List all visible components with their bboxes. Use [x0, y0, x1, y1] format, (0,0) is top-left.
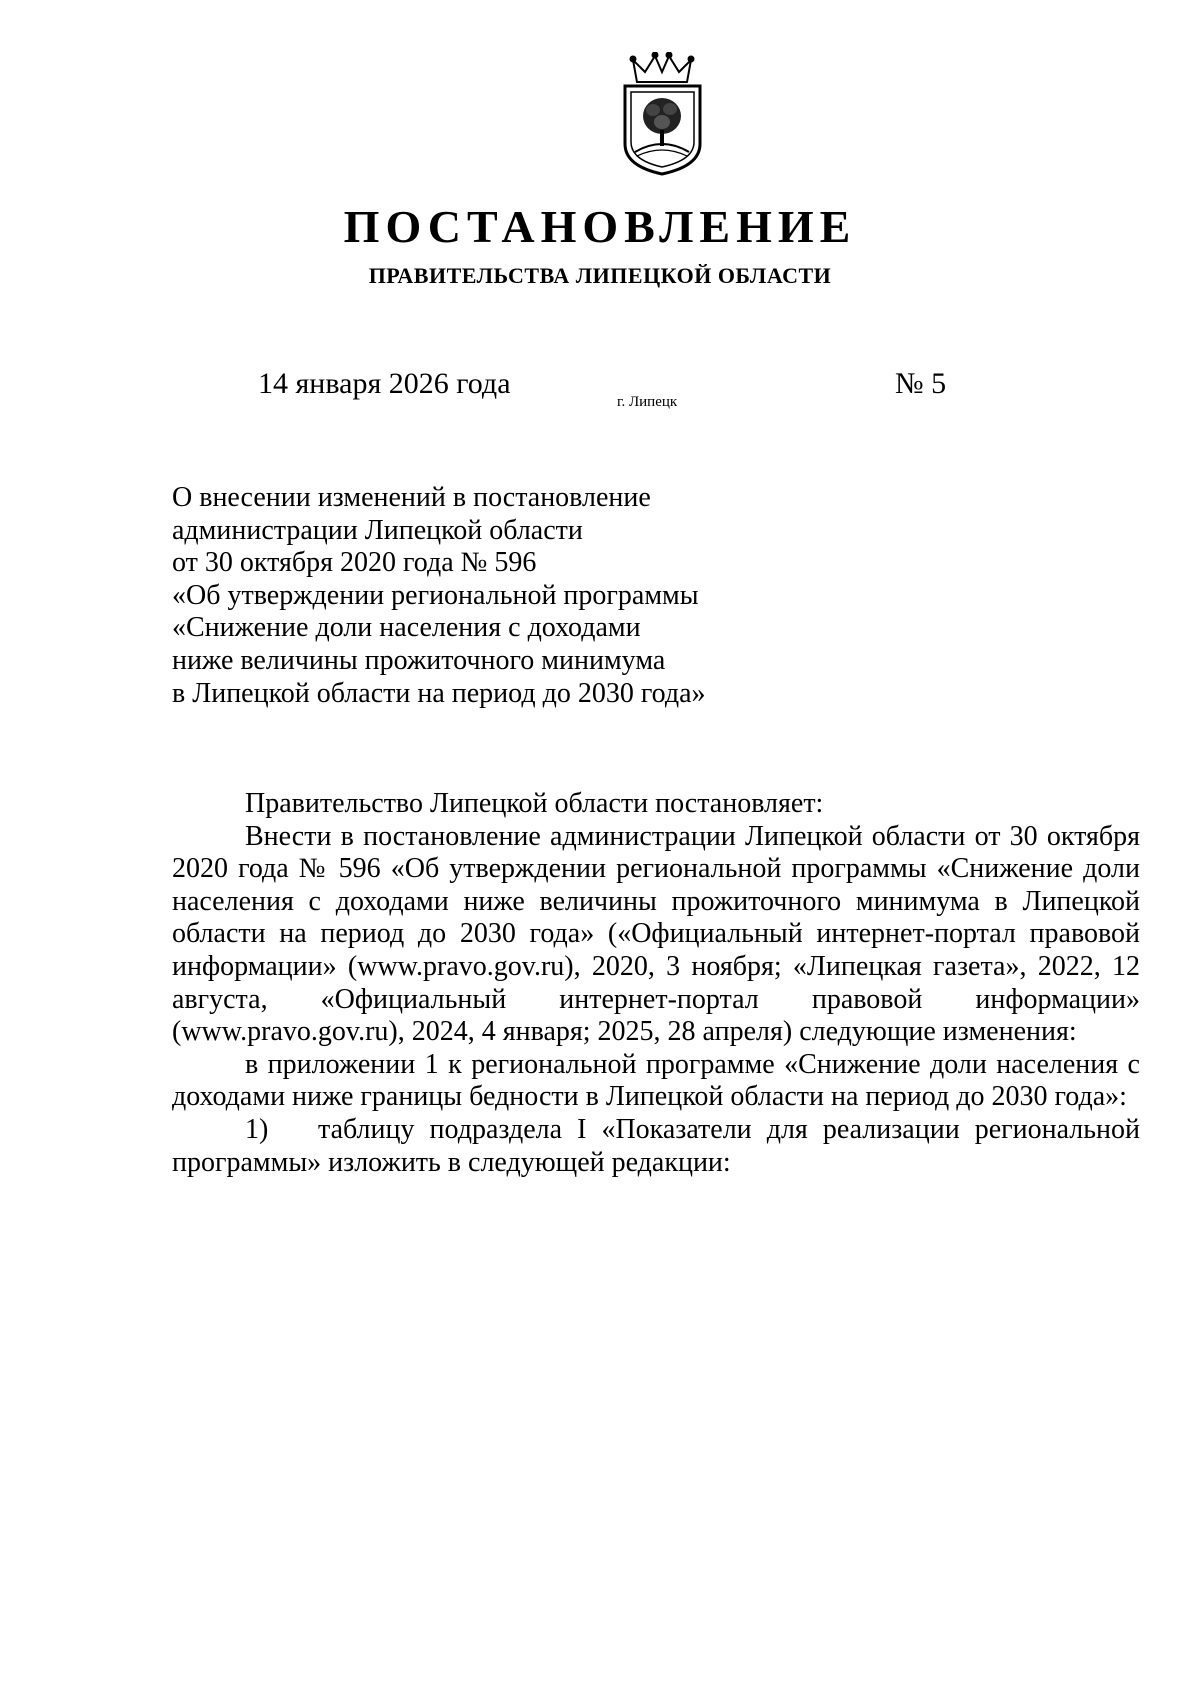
body-paragraph-item-1 [172, 1114, 1140, 1179]
subject-line: от 30 октября 2020 года № 596 [172, 547, 537, 579]
body-paragraph-appendix: в приложении 1 к региональной программе «Снижение доли населения с доходами ниже границы бедности в Липецкой области на период до 2030 года»: [172, 1048, 1140, 1113]
item-text: таблицу подраздела I «Показатели для реализации региональной программы» изложить в следующей редакции: [172, 1113, 1140, 1178]
document-body [172, 788, 1140, 1179]
body-paragraph-preamble: Правительство Липецкой области постановляет: [245, 788, 824, 819]
document-date: 14 января 2026 года [258, 367, 511, 400]
document-subtitle: ПРАВИТЕЛЬСТВА ЛИПЕЦКОЙ ОБЛАСТИ [368, 263, 832, 288]
document-title: ПОСТАНОВЛЕНИЕ [343, 201, 857, 252]
subject-line: «Снижение доли населения с доходами [172, 612, 641, 644]
document-subject [172, 482, 706, 710]
subject-line: «Об утверждении региональной программы [172, 579, 699, 611]
subject-line: ниже величины прожиточного минимума [172, 644, 666, 676]
document-city: г. Липецк [617, 394, 678, 410]
subject-line: администрации Липецкой области [172, 514, 583, 546]
body-paragraph-amendment: Внести в постановление администрации Липецкой области от 30 октября 2020 года № 596 «Об утверждении региональной программы «Снижение доли населения с доходами ниже величины прожиточного минимума в Липецкой области на период до 2030 года» («Официальный интернет-портал правовой информации» (www.pravo.gov.ru), 2020, 3 ноября; «Липецкая газета», 2022, 12 августа, «Официальный интернет-портал правовой информации» (www.pravo.gov.ru), 2024, 4 января; 2025, 28 апреля) следующие изменения: [172, 820, 1140, 1048]
subject-line: О внесении изменений в постановление [172, 482, 651, 513]
subject-line: в Липецкой области на период до 2030 года» [172, 677, 706, 709]
coat-of-arms-emblem [615, 52, 710, 177]
document-number: № 5 [895, 367, 947, 400]
item-number: 1) [245, 1113, 269, 1145]
